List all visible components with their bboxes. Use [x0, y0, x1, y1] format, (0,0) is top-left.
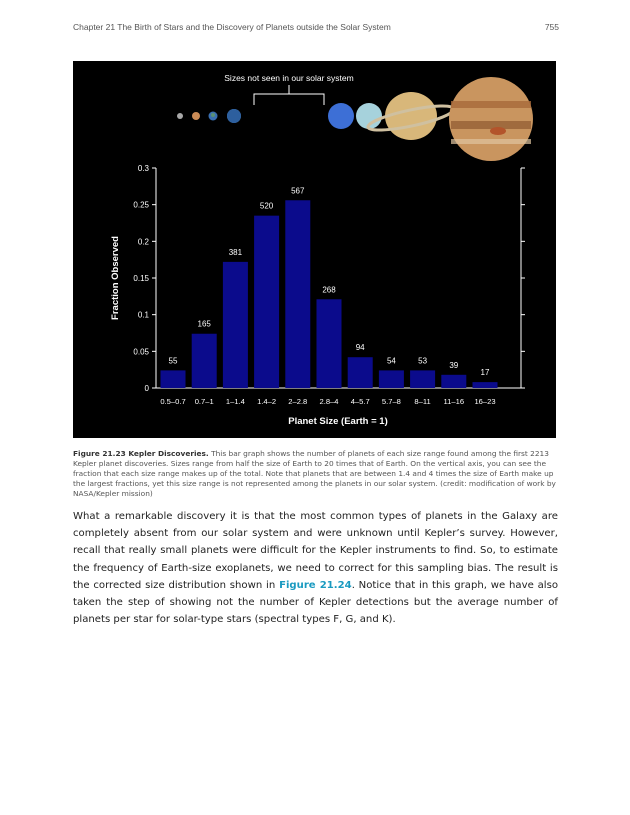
bar [254, 216, 279, 388]
x-axis-label: Planet Size (Earth = 1) [288, 416, 388, 427]
count-label: 381 [228, 247, 243, 257]
mercury-icon [177, 113, 183, 119]
body-text-after-link: . Notice that in this graph, we have also taken the step of showing not the number of Kepler detections but the average number of planets per star for solar-type stars (spectral types F, G, and K). [73, 579, 558, 626]
y-tick-label: 0.05 [133, 347, 149, 357]
bar [192, 334, 217, 388]
bar [473, 382, 498, 388]
figure-reference-link[interactable]: Figure 21.24 [279, 579, 352, 591]
x-tick-label: 11–16 [443, 397, 465, 406]
mars-icon [211, 113, 215, 117]
figure-caption [73, 449, 557, 499]
bar [410, 370, 435, 388]
x-tick-label: 1–1.4 [225, 397, 245, 406]
count-label: 54 [386, 356, 396, 366]
bar-chart [73, 61, 556, 438]
body-paragraph [73, 508, 558, 628]
x-tick-label: 2.8–4 [319, 397, 339, 406]
x-tick-label: 8–11 [414, 397, 431, 406]
bar [379, 370, 404, 388]
x-tick-label: 16–23 [474, 397, 496, 406]
page-number: 755 [544, 22, 559, 32]
annotation-sizes-not-seen: Sizes not seen in our solar system [224, 73, 354, 83]
caption-label: Figure 21.23 Kepler Discoveries. [73, 449, 209, 458]
x-tick-label: 1.4–2 [257, 397, 277, 406]
figure-kepler-discoveries [73, 61, 556, 438]
x-tick-label: 4–5.7 [350, 397, 370, 406]
planet-illustrations [177, 77, 533, 161]
venus-icon [192, 112, 200, 120]
count-label: 520 [259, 201, 274, 211]
body-text-before-link: What a remarkable discovery it is that the most common types of planets in the Galaxy are completely absent from our solar system and were unknown until Kepler’s survey. However, recall that really small planets were difficult for the Kepler instruments to find. So, to estimate the frequency of Earth-size exoplanets, we need to correct for this sampling bias. The result is the corrected size distribution shown in [73, 511, 558, 591]
count-label: 165 [197, 319, 211, 329]
chapter-title: Chapter 21 The Birth of Stars and the Discovery of Planets outside the Solar System [73, 22, 391, 32]
bar [285, 200, 310, 388]
neptune-icon [328, 103, 354, 129]
x-tick-label: 0.7–1 [194, 397, 214, 406]
earth-globe-icon [227, 109, 241, 123]
count-label: 567 [291, 186, 305, 196]
count-label: 17 [480, 368, 490, 378]
count-label: 268 [322, 285, 336, 295]
caption-text: This bar graph shows the number of planets of each size range found among the first 2213 Kepler planet discoveries. Sizes range from half the size of Earth to 20 times that of Earth. On the vertical axis, you can see the fraction that each size range makes up of the total. Note that planets that are between 1.4 and 4 times the size of Earth make up the largest fractions, yet this size range is not represented among the planets in our solar system. (credit: modification of work by NASA/Kepler mission) [73, 449, 556, 498]
x-tick-label: 5.7–8 [381, 397, 401, 406]
y-tick-label: 0.3 [137, 164, 149, 173]
bar [223, 262, 248, 388]
y-axis-label: Fraction Observed [110, 236, 121, 320]
x-tick-label: 2–2.8 [288, 397, 308, 406]
count-label: 55 [168, 356, 178, 366]
x-tick-label: 0.5–0.7 [160, 397, 186, 406]
y-tick-label: 0.15 [133, 274, 149, 283]
running-head [73, 22, 559, 32]
y-tick-label: 0.25 [133, 200, 149, 210]
bar [317, 299, 342, 388]
bar [441, 375, 466, 388]
bar [348, 357, 373, 388]
count-label: 53 [418, 356, 428, 366]
bar [161, 370, 186, 388]
jupiter-icon [449, 77, 533, 161]
y-tick-label: 0 [144, 384, 149, 393]
count-label: 94 [355, 343, 365, 353]
y-tick-label: 0.2 [137, 237, 149, 247]
y-tick-label: 0.1 [137, 310, 149, 320]
annotation-bracket [254, 85, 324, 105]
x-tick-labels [160, 397, 495, 406]
count-label: 39 [449, 360, 459, 370]
